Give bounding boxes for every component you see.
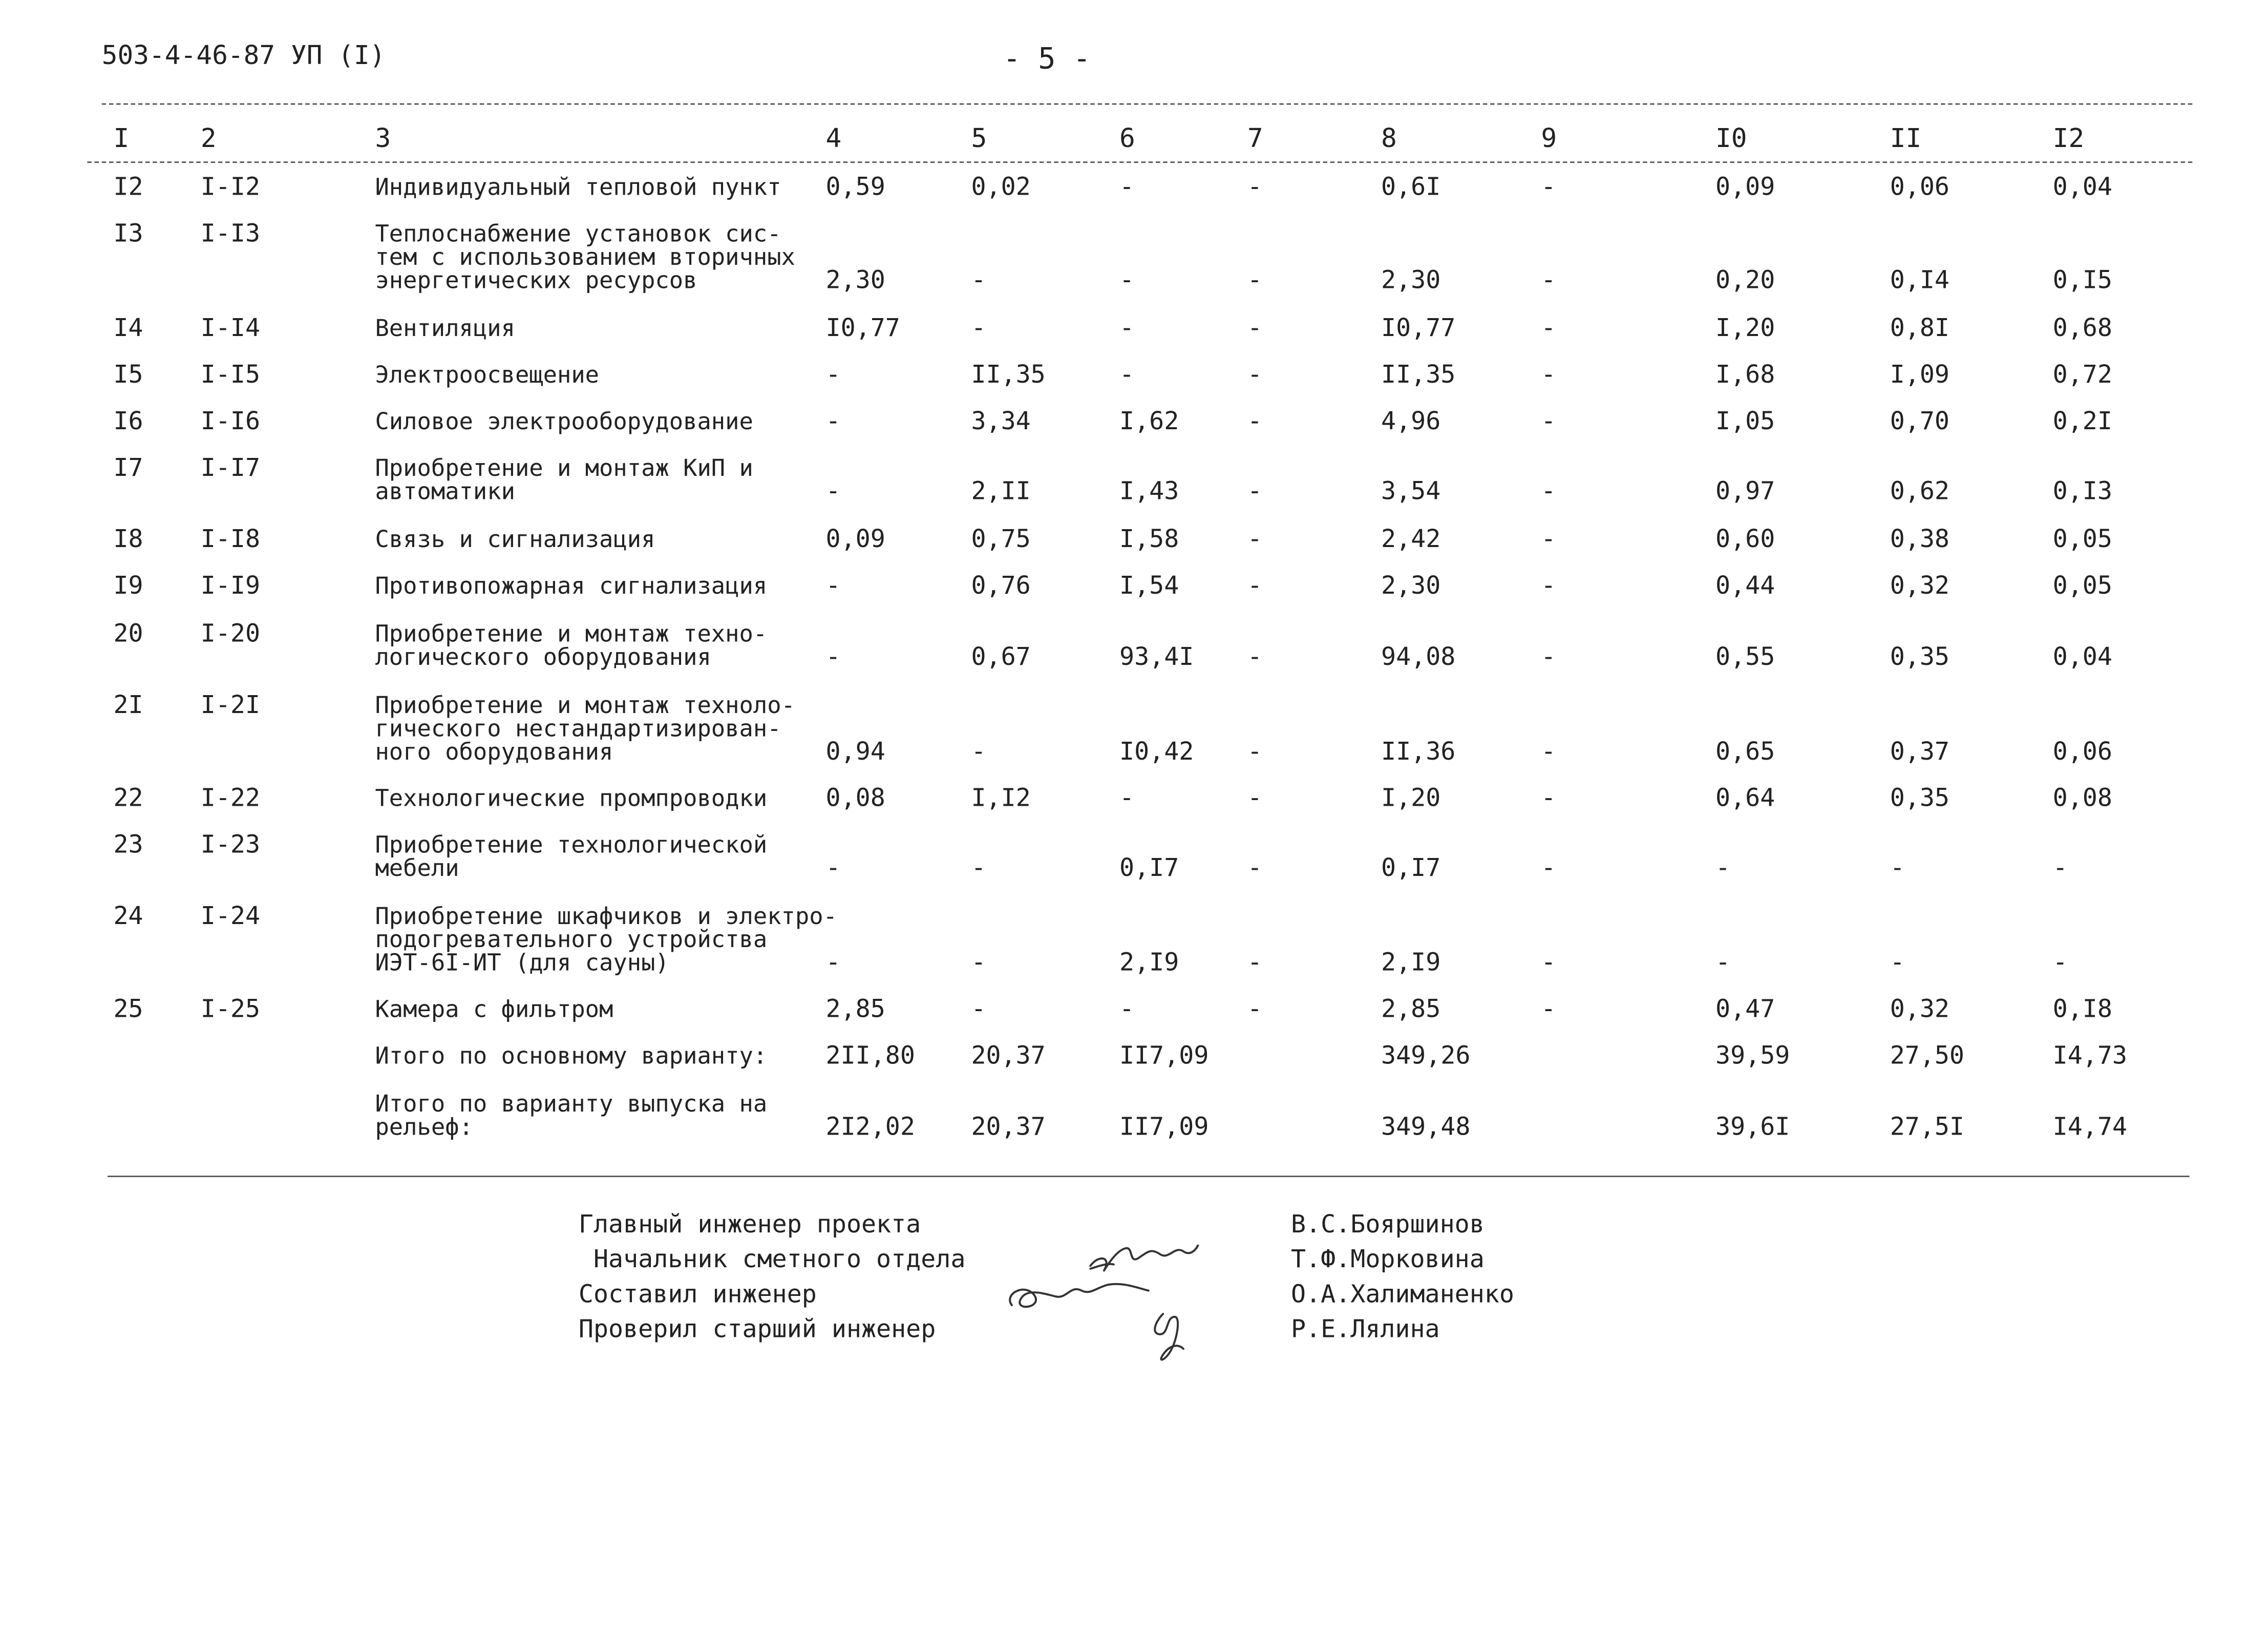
row-number: 2I (113, 691, 143, 721)
row-value-col-4: - (825, 572, 841, 601)
column-number: 5 (971, 123, 987, 155)
row-value-col-7: - (1247, 407, 1262, 437)
row-value-col-6: 2,I9 (1119, 949, 1179, 978)
row-value-col-12: - (2052, 949, 2068, 978)
row-value-col-5: 20,37 (971, 1113, 1046, 1142)
row-value-col-9: - (1541, 854, 1556, 884)
row-value-col-6: I0,42 (1119, 738, 1194, 767)
row-number: 20 (113, 620, 143, 649)
page-number: - 5 - (1003, 40, 1091, 76)
row-code: I-22 (200, 784, 261, 813)
row-number: 25 (113, 995, 143, 1024)
row-value-col-11: - (1890, 949, 1905, 978)
row-code: I-I3 (200, 219, 261, 249)
row-value-col-7: - (1247, 643, 1262, 673)
row-value-col-8: I,20 (1381, 784, 1441, 813)
row-value-col-10: 0,55 (1715, 643, 1775, 673)
column-number: I (113, 123, 130, 155)
row-value-col-5: 0,02 (971, 173, 1031, 202)
row-number: I8 (113, 525, 143, 555)
row-description: Силовое электрооборудование (375, 407, 753, 435)
row-value-col-9: - (1541, 407, 1556, 437)
row-value-col-9: - (1541, 738, 1556, 767)
row-description: Вентиляция (375, 314, 515, 342)
row-value-col-4: 0,59 (825, 173, 885, 202)
row-description: Связь и сигнализация (375, 525, 655, 553)
row-value-col-11: 0,37 (1890, 738, 1949, 767)
row-value-col-11: 27,5I (1890, 1113, 1965, 1142)
row-value-col-6: - (1119, 361, 1135, 390)
bottom-rule (108, 1176, 2189, 1177)
header-rule (87, 161, 2192, 163)
row-value-col-10: I,68 (1715, 361, 1775, 390)
row-value-col-6: 0,I7 (1119, 854, 1179, 884)
column-number: 9 (1541, 123, 1557, 155)
row-value-col-4: 2II,80 (825, 1041, 915, 1071)
row-value-col-7: - (1247, 738, 1262, 767)
handwritten-signatures (1003, 1229, 1236, 1389)
column-number: 3 (375, 123, 391, 155)
row-value-col-4: - (825, 643, 841, 673)
row-value-col-12: 0,06 (2052, 738, 2112, 767)
row-value-col-7: - (1247, 266, 1262, 296)
row-number: I3 (113, 219, 143, 249)
row-value-col-5: 3,34 (971, 407, 1031, 437)
row-value-col-5: II,35 (971, 361, 1046, 390)
row-value-col-12: 0,68 (2052, 314, 2112, 344)
row-value-col-11: 27,50 (1890, 1041, 1965, 1071)
signature-stroke (1010, 1284, 1149, 1307)
column-number: 2 (200, 123, 217, 155)
row-value-col-8: 0,I7 (1381, 854, 1441, 884)
row-number: I2 (113, 173, 143, 202)
row-number: I4 (113, 314, 143, 344)
row-value-col-8: 4,96 (1381, 407, 1441, 437)
row-value-col-11: 0,35 (1890, 784, 1949, 813)
row-value-col-4: 2,30 (825, 266, 885, 296)
row-value-col-10: - (1715, 949, 1731, 978)
row-code: I-I6 (200, 407, 261, 437)
signoff-name: Р.Е.Лялина (1291, 1315, 1440, 1345)
row-value-col-9: - (1541, 477, 1556, 507)
row-number: 24 (113, 902, 143, 931)
top-rule (102, 103, 2192, 105)
row-value-col-10: I,20 (1715, 314, 1775, 344)
row-value-col-6: - (1119, 314, 1135, 344)
row-value-col-11: 0,35 (1890, 643, 1949, 673)
row-value-col-8: I0,77 (1381, 314, 1456, 344)
row-value-col-8: 2,I9 (1381, 949, 1441, 978)
row-value-col-6: II7,09 (1119, 1041, 1209, 1071)
column-number: II (1890, 123, 1922, 155)
row-value-col-11: 0,06 (1890, 173, 1949, 202)
row-value-col-11: 0,38 (1890, 525, 1949, 555)
row-value-col-12: 0,04 (2052, 643, 2112, 673)
column-number: 7 (1247, 123, 1263, 155)
row-value-col-4: - (825, 407, 841, 437)
signature-stroke (1090, 1264, 1113, 1269)
row-value-col-8: 94,08 (1381, 643, 1456, 673)
row-code: I-25 (200, 995, 261, 1024)
row-value-col-8: 2,85 (1381, 995, 1441, 1024)
row-value-col-7: - (1247, 314, 1262, 344)
signoff-role: Проверил старший инженер (578, 1315, 936, 1345)
row-value-col-4: 0,09 (825, 525, 885, 555)
row-value-col-4: - (825, 854, 841, 884)
row-value-col-5: - (971, 266, 986, 296)
row-value-col-7: - (1247, 173, 1262, 202)
row-value-col-5: I,I2 (971, 784, 1031, 813)
row-code: I-I2 (200, 173, 261, 202)
row-code: I-2I (200, 691, 261, 721)
row-description: Приобретение и монтаж техно- логического оборудования (375, 620, 768, 671)
row-value-col-6: - (1119, 784, 1135, 813)
row-number: I9 (113, 572, 143, 601)
row-value-col-12: 0,05 (2052, 525, 2112, 555)
row-description: Индивидуальный тепловой пункт (375, 173, 781, 201)
row-value-col-10: 0,20 (1715, 266, 1775, 296)
signoff-roles (579, 1208, 965, 1348)
row-code: I-24 (200, 902, 261, 931)
row-code: I-I9 (200, 572, 261, 601)
signoff-role: Составил инженер (578, 1280, 817, 1310)
row-value-col-12: I4,73 (2052, 1041, 2127, 1071)
row-value-col-8: II,36 (1381, 738, 1456, 767)
row-value-col-11: - (1890, 854, 1905, 884)
row-value-col-12: - (2052, 854, 2068, 884)
row-description: Приобретение шкафчиков и электро- подогревательного устройства ИЭТ-6I-ИТ (для сауны) (375, 902, 837, 977)
row-value-col-12: 0,I3 (2052, 477, 2112, 507)
row-value-col-6: 93,4I (1119, 643, 1194, 673)
signoff-name: В.С.Бояршинов (1291, 1210, 1485, 1240)
signoff-role: Главный инженер проекта (578, 1210, 921, 1240)
row-value-col-10: 39,59 (1715, 1041, 1790, 1071)
row-value-col-7: - (1247, 525, 1262, 555)
row-value-col-10: I,05 (1715, 407, 1775, 437)
row-value-col-12: 0,05 (2052, 572, 2112, 601)
signoff-names (1291, 1208, 1514, 1348)
row-value-col-8: 2,42 (1381, 525, 1441, 555)
signoff-name: Т.Ф.Морковина (1291, 1245, 1485, 1275)
row-description: Технологические промпроводки (375, 784, 768, 812)
row-value-col-6: - (1119, 173, 1135, 202)
row-description: Противопожарная сигнализация (375, 572, 768, 600)
row-value-col-4: - (825, 361, 841, 390)
row-value-col-12: I4,74 (2052, 1113, 2127, 1142)
row-value-col-6: - (1119, 266, 1135, 296)
row-description: Камера с фильтром (375, 995, 613, 1023)
row-description: Приобретение технологической мебели (375, 830, 768, 882)
row-value-col-4: 2I2,02 (825, 1113, 915, 1142)
row-value-col-10: 0,64 (1715, 784, 1775, 813)
row-value-col-6: I,58 (1119, 525, 1179, 555)
row-value-col-9: - (1541, 173, 1556, 202)
row-value-col-7: - (1247, 949, 1262, 978)
row-value-col-8: 2,30 (1381, 572, 1441, 601)
signoff-name: О.А.Халиманенко (1291, 1280, 1514, 1310)
row-value-col-12: 0,I8 (2052, 995, 2112, 1024)
row-value-col-11: 0,8I (1890, 314, 1949, 344)
row-value-col-10: 0,97 (1715, 477, 1775, 507)
row-value-col-9: - (1541, 995, 1556, 1024)
row-value-col-11: 0,32 (1890, 995, 1949, 1024)
row-value-col-4: - (825, 477, 841, 507)
row-value-col-8: 349,48 (1381, 1113, 1471, 1142)
row-number: I5 (113, 361, 143, 390)
row-value-col-7: - (1247, 572, 1262, 601)
row-value-col-12: 0,2I (2052, 407, 2112, 437)
row-value-col-9: - (1541, 266, 1556, 296)
row-value-col-9: - (1541, 784, 1556, 813)
column-number: 6 (1119, 123, 1135, 155)
row-value-col-12: 0,I5 (2052, 266, 2112, 296)
signature-stroke (1155, 1314, 1183, 1359)
row-value-col-10: - (1715, 854, 1731, 884)
row-value-col-7: - (1247, 477, 1262, 507)
row-value-col-11: I,09 (1890, 361, 1949, 390)
row-value-col-12: 0,04 (2052, 173, 2112, 202)
row-value-col-5: - (971, 854, 986, 884)
row-code: I-I5 (200, 361, 261, 390)
row-value-col-5: - (971, 738, 986, 767)
row-value-col-5: - (971, 949, 986, 978)
row-number: I6 (113, 407, 143, 437)
row-value-col-10: 0,44 (1715, 572, 1775, 601)
row-value-col-6: I,62 (1119, 407, 1179, 437)
row-number: I7 (113, 454, 143, 484)
row-value-col-9: - (1541, 572, 1556, 601)
column-number: 8 (1381, 123, 1397, 155)
row-code: I-I4 (200, 314, 261, 344)
row-value-col-7: - (1247, 784, 1262, 813)
row-value-col-7: - (1247, 361, 1262, 390)
row-value-col-9: - (1541, 314, 1556, 344)
row-value-col-5: 2,II (971, 477, 1031, 507)
row-value-col-5: 0,76 (971, 572, 1031, 601)
signoff-role: Начальник сметного отдела (578, 1245, 966, 1275)
row-value-col-8: 3,54 (1381, 477, 1441, 507)
row-value-col-11: 0,32 (1890, 572, 1949, 601)
signature-stroke (1090, 1246, 1198, 1271)
row-description: Итого по варианту выпуска на рельеф: (375, 1090, 768, 1141)
row-value-col-11: 0,I4 (1890, 266, 1949, 296)
row-description: Итого по основному варианту: (375, 1041, 768, 1070)
row-value-col-6: II7,09 (1119, 1113, 1209, 1142)
row-description: Приобретение и монтаж техноло- гического нестандартизирован- ного оборудования (375, 691, 795, 766)
row-value-col-5: - (971, 995, 986, 1024)
row-value-col-12: 0,72 (2052, 361, 2112, 390)
row-value-col-9: - (1541, 361, 1556, 390)
row-code: I-I7 (200, 454, 261, 484)
row-description: Электроосвещение (375, 361, 600, 389)
row-value-col-6: I,54 (1119, 572, 1179, 601)
row-value-col-5: - (971, 314, 986, 344)
column-number: I0 (1715, 123, 1747, 155)
row-value-col-9: - (1541, 525, 1556, 555)
row-value-col-9: - (1541, 643, 1556, 673)
row-value-col-5: 0,67 (971, 643, 1031, 673)
row-value-col-11: 0,70 (1890, 407, 1949, 437)
document-code: 503-4-46-87 УП (I) (101, 40, 386, 72)
row-code: I-23 (200, 830, 261, 860)
row-value-col-5: 20,37 (971, 1041, 1046, 1071)
row-value-col-12: 0,08 (2052, 784, 2112, 813)
row-value-col-6: - (1119, 995, 1135, 1024)
row-description: Теплоснабжение установок сис- тем с использованием вторичных энергетических ресурсов (375, 219, 795, 294)
row-code: I-I8 (200, 525, 261, 555)
row-value-col-4: 0,94 (825, 738, 885, 767)
row-value-col-7: - (1247, 854, 1262, 884)
row-value-col-7: - (1247, 995, 1262, 1024)
column-number: I2 (2052, 123, 2085, 155)
row-value-col-4: 2,85 (825, 995, 885, 1024)
row-number: 22 (113, 784, 143, 813)
row-value-col-10: 39,6I (1715, 1113, 1790, 1142)
row-value-col-8: 2,30 (1381, 266, 1441, 296)
row-value-col-4: I0,77 (825, 314, 900, 344)
row-value-col-4: - (825, 949, 841, 978)
row-description: Приобретение и монтаж КиП и автоматики (375, 454, 753, 505)
row-value-col-10: 0,47 (1715, 995, 1775, 1024)
row-value-col-8: II,35 (1381, 361, 1456, 390)
row-code: I-20 (200, 620, 261, 649)
row-value-col-10: 0,09 (1715, 173, 1775, 202)
row-value-col-5: 0,75 (971, 525, 1031, 555)
row-value-col-6: I,43 (1119, 477, 1179, 507)
row-value-col-4: 0,08 (825, 784, 885, 813)
column-number: 4 (825, 123, 842, 155)
row-value-col-11: 0,62 (1890, 477, 1949, 507)
row-value-col-10: 0,60 (1715, 525, 1775, 555)
row-value-col-9: - (1541, 949, 1556, 978)
row-value-col-10: 0,65 (1715, 738, 1775, 767)
row-value-col-8: 0,6I (1381, 173, 1441, 202)
row-number: 23 (113, 830, 143, 860)
row-value-col-8: 349,26 (1381, 1041, 1471, 1071)
